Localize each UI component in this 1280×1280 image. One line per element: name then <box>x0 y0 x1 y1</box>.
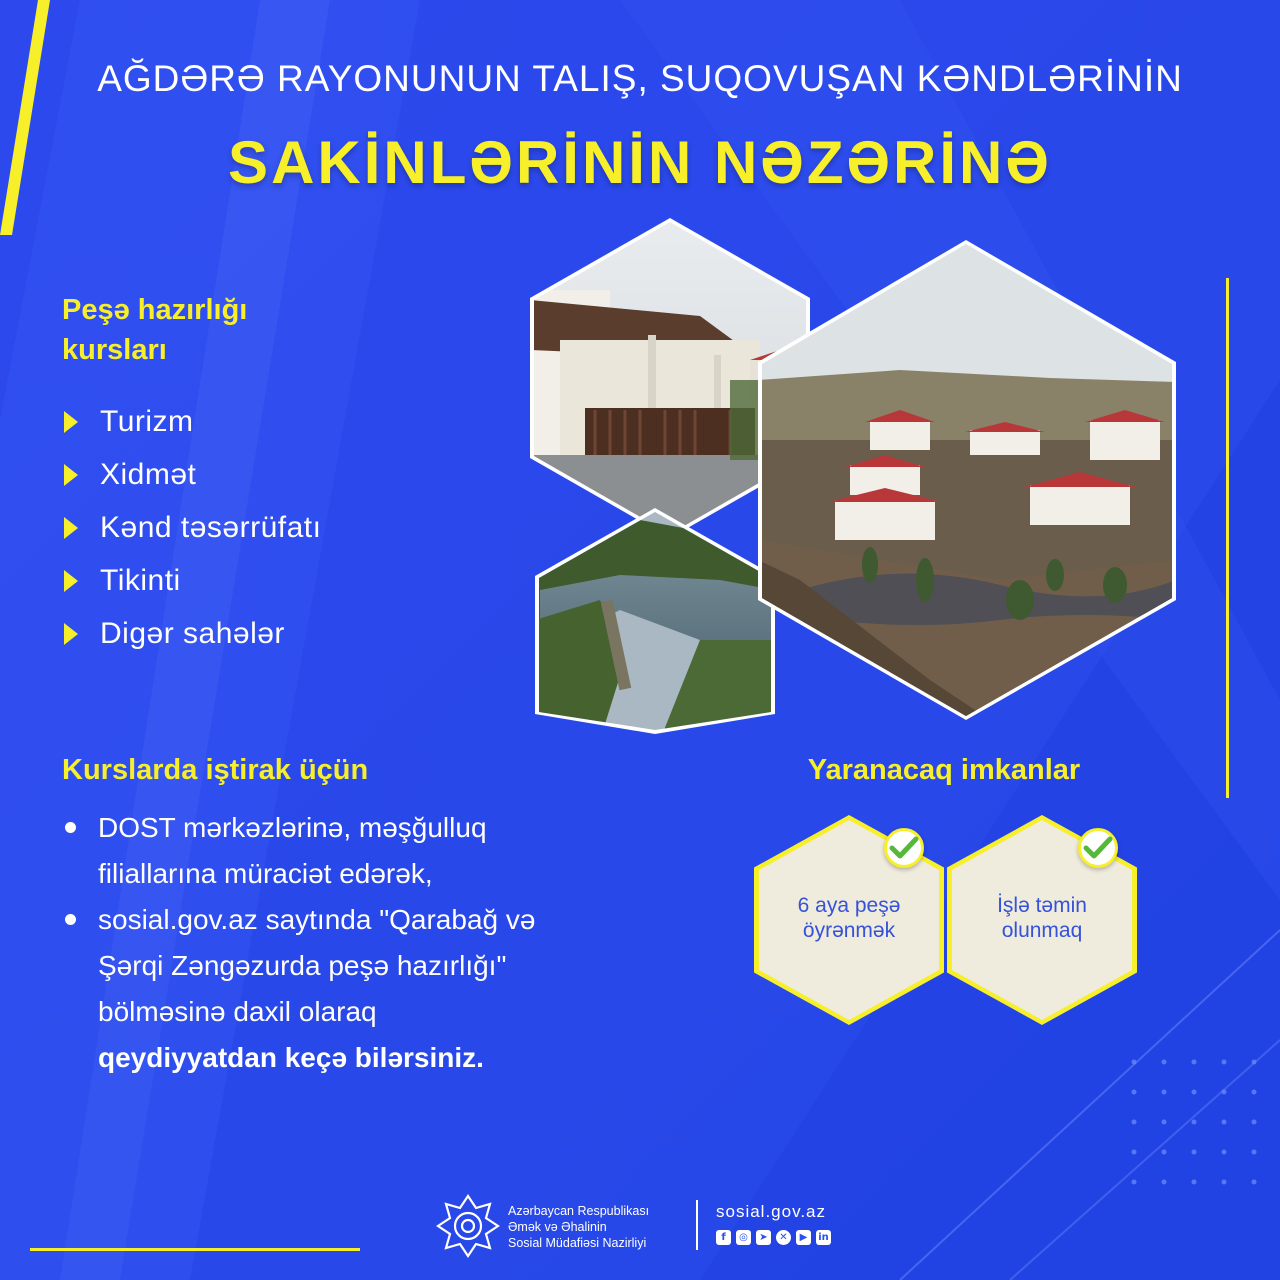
registration-block <box>62 805 642 1081</box>
registration-item1-line2: filiallarına müraciət edərək, <box>98 858 433 889</box>
course-list <box>62 395 321 660</box>
website-link[interactable]: sosial.gov.az <box>716 1202 827 1221</box>
registration-item2-line3: bölməsinə daxil olaraq <box>98 996 377 1027</box>
arrow-right-icon <box>64 517 78 539</box>
course-item-construction <box>62 554 321 607</box>
ministry-name-line3: Sosial Müdafiəsi Nazirliyi <box>508 1236 647 1250</box>
arrow-right-icon <box>64 464 78 486</box>
instagram-icon[interactable]: ◎ <box>736 1230 751 1245</box>
arrow-right-icon <box>64 411 78 433</box>
header-title-line2: SAKİNLƏRİNİN NƏZƏRİNƏ <box>228 129 1052 196</box>
social-icons <box>716 1230 831 1245</box>
course-item-label: Turizm <box>100 404 194 438</box>
facebook-icon[interactable]: f <box>716 1230 731 1245</box>
course-item-label: Tikinti <box>100 563 181 597</box>
ministry-name-line1: Azərbaycan Respublikası <box>508 1204 650 1218</box>
registration-item2-line2: Şərqi Zəngəzurda peşə hazırlığı" <box>98 950 507 981</box>
footer-divider <box>696 1200 698 1250</box>
ministry-name-line2: Əmək və Əhalinin <box>508 1220 607 1234</box>
course-item-label: Xidmət <box>100 457 197 491</box>
arrow-right-icon <box>64 570 78 592</box>
opportunity-card-text <box>774 893 924 943</box>
opportunity-card1-line1: 6 aya peşə <box>797 894 901 917</box>
course-item-tourism <box>62 395 321 448</box>
registration-item2-line1: sosial.gov.az saytında "Qarabağ və <box>98 904 536 935</box>
header-title-line1: AĞDƏRƏ RAYONUNUN TALIŞ, SUQOVUŞAN KƏNDLƏRİNİN <box>97 58 1183 99</box>
courses-heading <box>62 290 247 370</box>
bullet-icon <box>65 914 76 925</box>
course-item-other <box>62 607 321 660</box>
telegram-icon[interactable]: ➤ <box>756 1230 771 1245</box>
opportunity-card2-line2: olunmaq <box>1001 919 1083 942</box>
registration-item-dost <box>62 805 642 897</box>
course-item-label: Kənd təsərrüfatı <box>100 510 322 544</box>
courses-heading-line1: Peşə hazırlığı <box>62 294 248 326</box>
opportunity-card1-line2: öyrənmək <box>802 919 896 942</box>
checkmark-icon <box>1078 828 1118 868</box>
course-item-service <box>62 448 321 501</box>
registration-item-website <box>62 897 642 1035</box>
ministry-logo-icon <box>436 1194 500 1258</box>
youtube-icon[interactable]: ▶ <box>796 1230 811 1245</box>
courses-heading-line2: kursları <box>62 334 167 366</box>
x-icon[interactable]: ✕ <box>776 1230 791 1245</box>
registration-call-to-action: qeydiyyatdan keçə bilərsiniz. <box>98 1042 484 1073</box>
arrow-right-icon <box>64 623 78 645</box>
opportunities-heading: Yaranacaq imkanlar <box>807 754 1081 786</box>
course-item-agriculture <box>62 501 321 554</box>
checkmark-icon <box>884 828 924 868</box>
opportunity-card-text <box>967 893 1117 943</box>
registration-item1-line1: DOST mərkəzlərinə, məşğulluq <box>98 812 487 843</box>
ministry-name <box>508 1203 698 1251</box>
registration-heading: Kurslarda iştirak üçün <box>62 754 369 786</box>
bullet-icon <box>65 822 76 833</box>
linkedin-icon[interactable]: in <box>816 1230 831 1245</box>
course-item-label: Digər sahələr <box>100 616 285 650</box>
opportunity-card2-line1: İşlə təmin <box>997 894 1087 917</box>
